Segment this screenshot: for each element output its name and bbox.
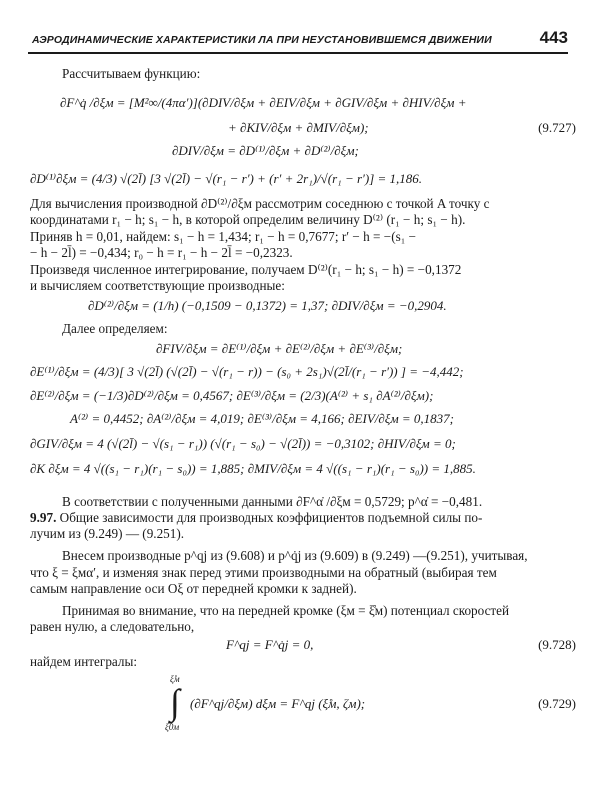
text-line: и вычисляем соответствующие производные:: [30, 278, 285, 293]
integral-lower-limit: ξ0м: [165, 722, 180, 732]
text-line: Произведя численное интегрирование, получаем D⁽²⁾(r₁ − h; s₁ − h) = −0,1372: [30, 262, 462, 277]
equation-line: ∂DIV/∂ξм = ∂D⁽¹⁾/∂ξм + ∂D⁽²⁾/∂ξм;: [172, 143, 359, 158]
text-line: координатами r₁ − h; s₁ − h, в которой определим величину D⁽²⁾ (r₁ − h; s₁ − h).: [30, 212, 466, 227]
header-title: АЭРОДИНАМИЧЕСКИЕ ХАРАКТЕРИСТИКИ ЛА ПРИ НЕУСТАНОВИВШЕМСЯ ДВИЖЕНИИ: [32, 34, 492, 46]
equation-line: ∂FIV/∂ξм = ∂E⁽¹⁾/∂ξм + ∂E⁽²⁾/∂ξм + ∂E⁽³⁾/∂ξм;: [156, 341, 403, 356]
integral-sign: ∫: [170, 682, 180, 722]
equation-line: ∂E⁽¹⁾/∂ξм = (4/3)[ 3 √(2l̄) (√(2l̄) − √(r₁ − r)) − (s₀ + 2s₁)√(2l̄/(r₁ − r′)) ] = −4,442;: [30, 364, 464, 379]
equation-line: ∂D⁽²⁾/∂ξм = (1/h) (−0,1509 − 0,1372) = 1,37; ∂DIV/∂ξм = −0,2904.: [88, 298, 447, 313]
section-number: 9.97.: [30, 510, 57, 525]
section-heading-text: Общие зависимости для производных коэффициентов подъемной силы по-: [59, 510, 483, 525]
text-line: В соответствии с полученными данными ∂F^α̇ /∂ξм = 0,5729; p^α̇ = −0,481.: [62, 494, 483, 509]
text-line: Приняв h = 0,01, найдем: s₁ − h = 1,434; r₁ − h = 0,7677; r′ − h = −(s₁ −: [30, 229, 417, 244]
equation-line: + ∂KIV/∂ξм + ∂MIV/∂ξм);: [228, 120, 369, 135]
equation-line: (∂F^qj/∂ξм) dξм = F^qj (ξ̊м, ζм);: [190, 696, 366, 711]
text-line: Принимая во внимание, что на передней кромке (ξм = ξ̊м) потенциал скоростей: [62, 603, 510, 618]
equation-line: ∂E⁽²⁾/∂ξм = (−1/3)∂D⁽²⁾/∂ξм = 0,4567; ∂E⁽³⁾/∂ξм = (2/3)(A⁽²⁾ + s₁ ∂A⁽²⁾/∂ξм);: [30, 388, 434, 403]
equation-number: (9.727): [538, 120, 576, 135]
text-line: лучим из (9.249) — (9.251).: [30, 526, 185, 541]
text-line: найдем интегралы:: [30, 654, 137, 669]
text-line: что ξ = ξмα′, и изменяя знак перед этими производными на обратный (выбирая тем: [30, 565, 497, 580]
text-line: − h − 2l̄) = −0,434; r₀ − h = r₁ − h − 2l̄ = −0,2323.: [30, 245, 293, 260]
text-line: Рассчитываем функцию:: [62, 66, 201, 81]
text-line: Далее определяем:: [62, 321, 168, 336]
equation-line: A⁽²⁾ = 0,4452; ∂A⁽²⁾/∂ξм = 4,019; ∂E⁽³⁾/∂ξм = 4,166; ∂EIV/∂ξм = 0,1837;: [70, 411, 455, 426]
equation-number: (9.729): [538, 696, 576, 711]
equation-number: (9.728): [538, 637, 576, 652]
equation-line: ∂GIV/∂ξм = 4 (√(2l̄) − √(s₁ − r₁)) (√(r₁ − s₀) − √(2l̄)) = −0,3102; ∂HIV/∂ξм = 0;: [30, 436, 456, 451]
text-line: Для вычисления производной ∂D⁽²⁾/∂ξм рассмотрим соседнюю с точкой A точку с: [30, 196, 490, 211]
equation-line: ∂K ∂ξм = 4 √((s₁ − r₁)(r₁ − s₀)) = 1,885; ∂MIV/∂ξм = 4 √((s₁ − r₁)(r₁ − s₀)) = 1,885.: [30, 461, 476, 476]
running-header: [28, 28, 568, 54]
equation-line: ∂F^q̇ /∂ξм = [M²∞/(4πα′)](∂DIV/∂ξм + ∂EIV/∂ξм + ∂GIV/∂ξм + ∂HIV/∂ξм +: [60, 95, 467, 110]
text-line: равен нулю, а следовательно,: [30, 619, 195, 634]
integral-upper-limit: ξ̊м: [170, 674, 180, 684]
equation-line: F^qj = F^q̇j = 0,: [226, 637, 314, 652]
text-line: [30, 510, 482, 526]
text-line: Внесем производные p^qj из (9.608) и p^q̇j из (9.609) в (9.249) —(9.251), учитывая,: [62, 548, 528, 563]
equation-line: ∂D⁽¹⁾∂ξм = (4/3) √(2l̄) [3 √(2l̄) − √(r₁ − r′) + (r′ + 2r₁)/√(r₁ − r′)] = 1,186.: [30, 171, 423, 186]
text-line: самым направление оси Oξ от передней кромки к задней).: [30, 581, 357, 596]
page-number: 443: [539, 28, 568, 47]
